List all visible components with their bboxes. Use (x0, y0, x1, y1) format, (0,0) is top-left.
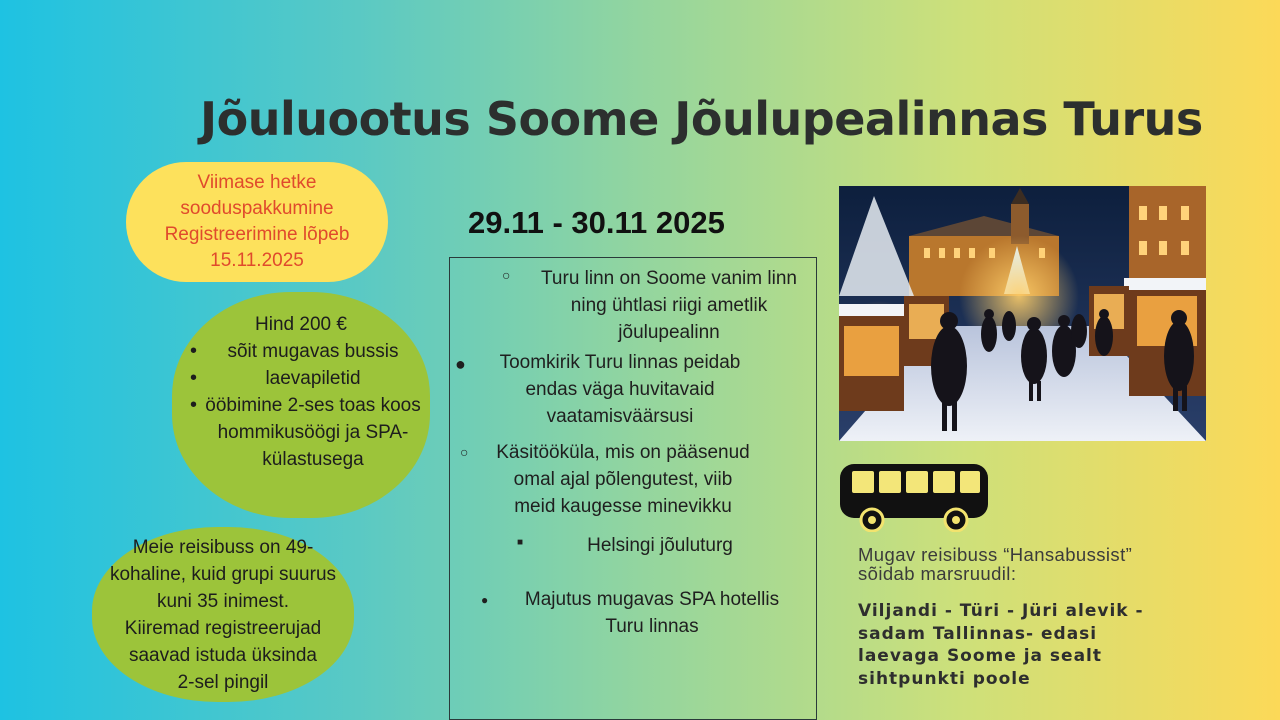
price-includes-list (172, 338, 430, 473)
bus-icon (838, 462, 990, 537)
route-line: sadam Tallinnas- edasi (858, 623, 1098, 644)
price-heading: Hind 200 € (255, 314, 347, 335)
program-item-turu (524, 265, 814, 346)
disc-bullet-icon: ● (455, 354, 466, 374)
circle-bullet-icon: ○ (502, 267, 511, 283)
item-line: ning ühtlasi riigi ametlik (570, 295, 768, 316)
list-item: • sõit mugavas bussis (172, 338, 430, 365)
list-item: • ööbimine 2-ses toas koos hommikusöögi ja SPA-külastusega (172, 392, 430, 473)
offer-line: Registreerimine lõpeb (164, 224, 350, 245)
offer-line: sooduspakkumine (180, 198, 334, 219)
item-line: Majutus mugavas SPA hotellis (524, 589, 780, 610)
note-line: kuni 35 inimest. (156, 591, 289, 612)
item-line: Toomkirik Turu linnas peidab (499, 352, 741, 373)
note-line: saavad istuda üksinda (128, 645, 317, 666)
item-line: jõulupealinn (618, 322, 720, 343)
square-bullet-icon: ■ (517, 537, 524, 548)
note-line: Meie reisibuss on 49- (132, 537, 314, 558)
item-line: Turu linnas (605, 616, 699, 637)
note-line: 2-sel pingil (177, 672, 269, 693)
bus-capacity-note (92, 527, 354, 702)
offer-line: 15.11.2025 (210, 250, 304, 271)
offer-line: Viimase hetke (197, 172, 317, 193)
program-item-spa (512, 586, 792, 640)
last-minute-offer-badge (126, 162, 388, 282)
price-info-blob (172, 292, 430, 518)
trip-dates: 29.11 - 30.11 2025 (468, 205, 725, 240)
route-intro (858, 545, 1218, 583)
item-line: meid kaugesse minevikku (514, 496, 732, 517)
program-item-helsinki (560, 532, 760, 559)
program-box (449, 257, 817, 720)
route-intro-line: Mugav reisibuss “Hansabussist” (858, 544, 1133, 565)
route-intro-line: sõidab marsruudil: (858, 563, 1017, 584)
item-line: Turu linn on Soome vanim linn (541, 268, 797, 289)
page-title: Jõuluootus Soome Jõulupealinnas Turus (200, 92, 1203, 146)
item-line: Helsingi jõuluturg (587, 535, 733, 556)
route-description (858, 600, 1158, 690)
christmas-market-photo (839, 186, 1206, 441)
route-line: laevaga Soome ja sealt (858, 646, 1102, 666)
disc-bullet-icon: ● (481, 593, 489, 607)
list-item: • laevapiletid (172, 365, 430, 392)
note-line: Kiiremad registreerujad (124, 618, 322, 639)
program-item-handicraft (478, 439, 768, 520)
item-line: endas väga huvitavaid (525, 379, 715, 400)
item-line: omal ajal põlengutest, viib (513, 469, 733, 490)
item-line: vaatamisväärsusi (546, 406, 694, 427)
program-item-cathedral (470, 349, 770, 430)
note-line: kohaline, kuid grupi suurus (109, 564, 337, 585)
circle-bullet-icon: ○ (460, 444, 469, 460)
route-line: sihtpunkti poole (858, 668, 1031, 689)
route-line: Viljandi - Türi - Jüri alevik - (858, 601, 1144, 621)
item-line: Käsitööküla, mis on pääsenud (496, 442, 750, 463)
